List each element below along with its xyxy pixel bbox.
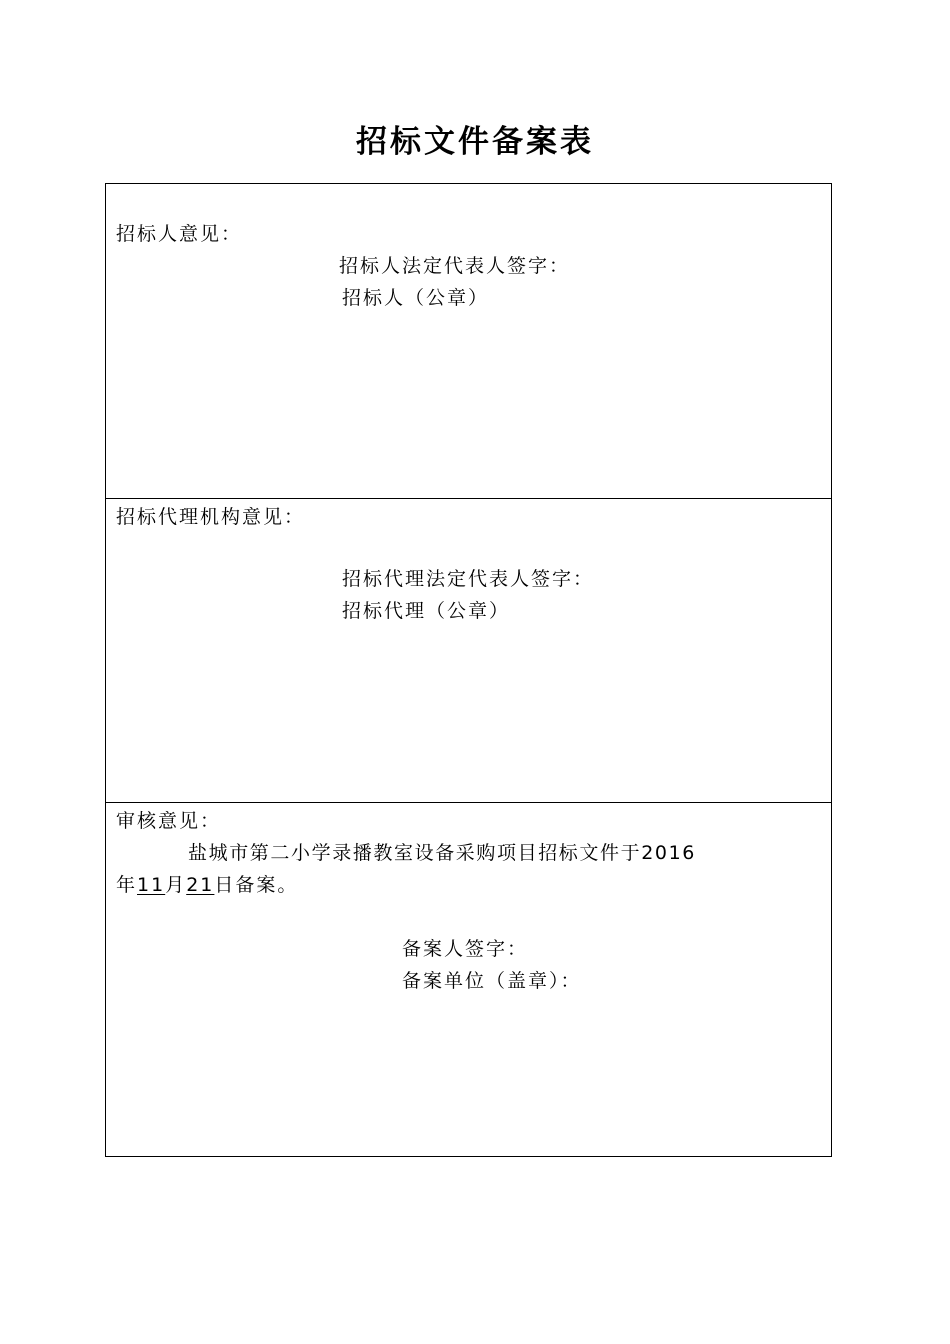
filer-signature-label: 备案人签字： (402, 938, 529, 960)
agency-legal-rep-signature-label: 招标代理法定代表人签字： (342, 568, 595, 590)
agency-opinion-section (106, 499, 831, 803)
filing-month-value: 11 (137, 874, 166, 896)
filing-day-value: 21 (186, 874, 215, 896)
filing-form-table (105, 183, 832, 1157)
day-label: 日备案。 (214, 874, 299, 896)
form-title: 招标文件备案表 (356, 124, 594, 160)
month-label: 月 (165, 874, 187, 896)
year-suffix: 年 (116, 874, 138, 896)
agency-opinion-heading: 招标代理机构意见： (116, 506, 306, 528)
review-statement-line2 (116, 872, 298, 898)
tenderer-opinion-section (106, 184, 831, 499)
tenderer-legal-rep-signature-label: 招标人法定代表人签字： (339, 255, 571, 277)
tenderer-seal-label: 招标人（公章） (342, 287, 490, 309)
filing-unit-seal-label: 备案单位（盖章）： (402, 970, 582, 992)
review-opinion-section (106, 803, 831, 1157)
agency-seal-label: 招标代理（公章） (342, 600, 511, 622)
tenderer-opinion-heading: 招标人意见： (116, 223, 243, 245)
review-opinion-heading: 审核意见： (116, 810, 222, 832)
review-statement-line1: 盐城市第二小学录播教室设备采购项目招标文件于2016 (188, 842, 696, 864)
